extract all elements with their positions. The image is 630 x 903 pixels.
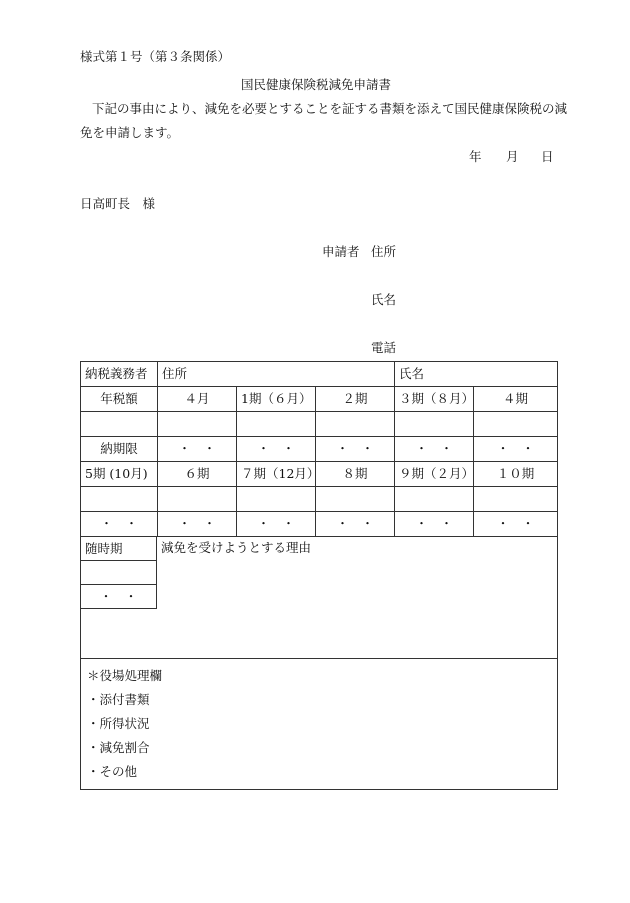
anytime-period-label: 随時期 xyxy=(81,537,157,561)
amount-field[interactable] xyxy=(395,412,474,437)
period-header: ６期 xyxy=(158,462,237,487)
office-processing-section xyxy=(81,659,558,790)
period-header: 1期（６月） xyxy=(237,387,316,412)
applicant-address-label: 住所 xyxy=(371,244,397,259)
reason-field[interactable] xyxy=(157,537,557,658)
period-header: ７期（12月） xyxy=(237,462,316,487)
reason-section xyxy=(81,537,558,659)
deadline-row-2 xyxy=(81,512,558,537)
deadline-date-field[interactable]: ・ ・ xyxy=(158,437,237,462)
taxpayer-address-field[interactable] xyxy=(158,362,395,387)
anytime-period-block xyxy=(81,537,157,658)
amount-field[interactable] xyxy=(158,487,237,512)
deadline-date-field[interactable]: ・ ・ xyxy=(237,437,316,462)
deadline-date-field[interactable]: ・ ・ xyxy=(474,437,558,462)
taxpayer-label: 納税義務者 xyxy=(81,362,158,387)
anytime-amount-field[interactable] xyxy=(81,561,157,585)
taxpayer-row xyxy=(81,362,558,387)
amount-field[interactable] xyxy=(316,487,395,512)
amount-field[interactable] xyxy=(237,412,316,437)
amount-row-2 xyxy=(81,487,558,512)
taxpayer-address-label: 住所 xyxy=(162,366,188,381)
deadline-row-1 xyxy=(81,437,558,462)
annual-tax-amount-field[interactable] xyxy=(81,412,158,437)
office-row xyxy=(81,659,558,790)
period-header: 5期 (10月) xyxy=(81,462,158,487)
date-day-label: 日 xyxy=(541,149,554,164)
amount-field[interactable] xyxy=(81,487,158,512)
taxpayer-name-label: 氏名 xyxy=(399,366,425,381)
period-header: ９期（２月） xyxy=(395,462,474,487)
amount-field[interactable] xyxy=(474,487,558,512)
deadline-date-field[interactable]: ・ ・ xyxy=(81,512,158,537)
reason-row xyxy=(81,537,558,659)
office-title: ＊役場処理欄 xyxy=(87,668,163,683)
office-item-attachments: ・添付書類 xyxy=(87,692,150,707)
office-item-reduction-ratio: ・減免割合 xyxy=(87,740,150,755)
annual-tax-label: 年税額 xyxy=(81,387,158,412)
amount-field[interactable] xyxy=(316,412,395,437)
application-table xyxy=(80,361,558,790)
deadline-date-field[interactable]: ・ ・ xyxy=(474,512,558,537)
deadline-label: 納期限 xyxy=(81,437,158,462)
deadline-date-field[interactable]: ・ ・ xyxy=(395,512,474,537)
deadline-date-field[interactable]: ・ ・ xyxy=(395,437,474,462)
period-header: ８期 xyxy=(316,462,395,487)
intro-text-line2: 免を申請します。 xyxy=(80,125,180,140)
amount-field[interactable] xyxy=(237,487,316,512)
period-header: ４期 xyxy=(474,387,558,412)
deadline-date-field[interactable]: ・ ・ xyxy=(237,512,316,537)
intro-text-line1: 下記の事由により、減免を必要とすることを証する書類を添えて国民健康保険税の減 xyxy=(92,101,568,116)
period-header-row-2 xyxy=(81,462,558,487)
amount-field[interactable] xyxy=(395,487,474,512)
document-title: 国民健康保険税減免申請書 xyxy=(241,77,392,92)
reason-label: 減免を受けようとする理由 xyxy=(161,540,312,555)
deadline-date-field[interactable]: ・ ・ xyxy=(158,512,237,537)
applicant-phone-label: 電話 xyxy=(371,340,397,355)
period-header: ４月 xyxy=(158,387,237,412)
amount-field[interactable] xyxy=(158,412,237,437)
amount-field[interactable] xyxy=(474,412,558,437)
office-item-other: ・その他 xyxy=(87,764,138,779)
amount-row-1 xyxy=(81,412,558,437)
date-year-label: 年 xyxy=(469,149,482,164)
taxpayer-name-field[interactable] xyxy=(395,362,558,387)
date-month-label: 月 xyxy=(506,149,519,164)
applicant-label: 申請者 xyxy=(322,244,360,259)
addressee: 日高町長 様 xyxy=(80,196,156,211)
anytime-deadline-field[interactable]: ・ ・ xyxy=(81,585,157,609)
office-item-income: ・所得状況 xyxy=(87,716,150,731)
period-header-row-1 xyxy=(81,387,558,412)
applicant-name-label: 氏名 xyxy=(371,292,397,307)
deadline-date-field[interactable]: ・ ・ xyxy=(316,512,395,537)
period-header: ３期（８月） xyxy=(395,387,474,412)
period-header: ２期 xyxy=(316,387,395,412)
form-number: 様式第１号（第３条関係） xyxy=(80,49,231,64)
period-header: １０期 xyxy=(474,462,558,487)
deadline-date-field[interactable]: ・ ・ xyxy=(316,437,395,462)
